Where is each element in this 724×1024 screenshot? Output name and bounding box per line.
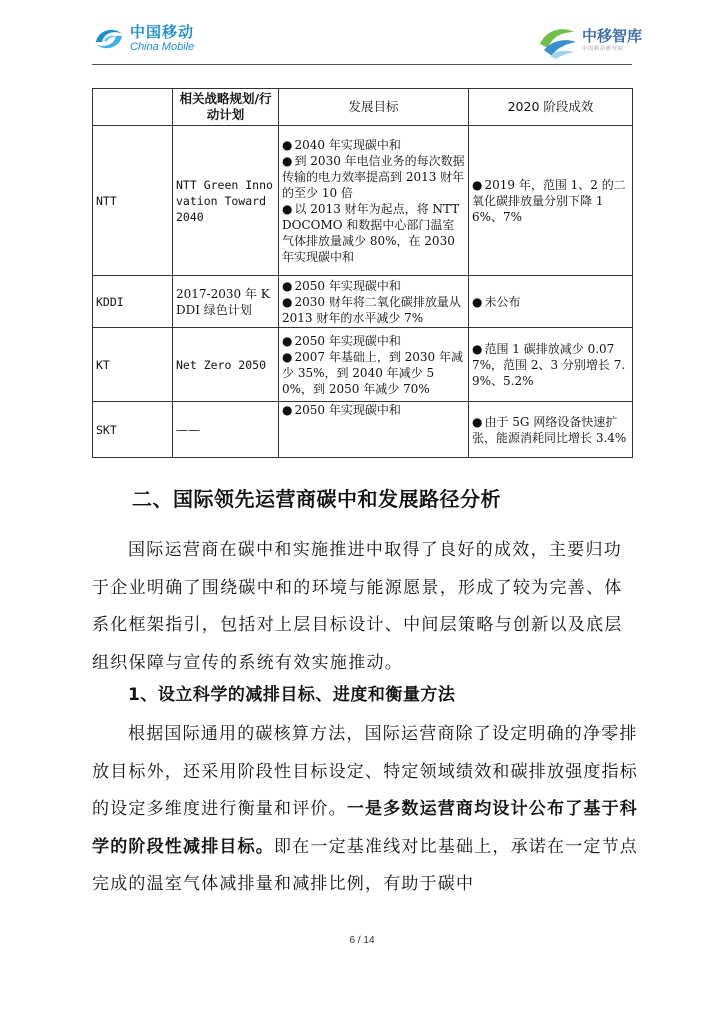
company-cell: NTT [93,126,173,276]
goal-item: ● 2030 财年将二氧化碳排放量从 2013 财年的水平减少 7% [282,294,465,326]
paragraph-text: 根据国际通用的碳核算方法，国际运营商除了设定明确的净零排放目标外，还采用阶段性目标设定、特定领域绩效和碳排放强度指标的设定多维度进行衡量和评价。 [92,724,638,819]
operator-targets-table [92,88,633,458]
goal-item: ● 2050 年实现碳中和 [282,278,465,294]
paragraph-text: 国际运营商在碳中和实施推进中取得了良好的成效，主要归功于企业明确了围绕碳中和的环境与能源愿景，形成了较为完善、体系化框架指引，包括对上层目标设计、中间层策略与创新以及底层组织保障与宣传的系统有效实施推动。 [92,540,623,673]
subsection-title: 1、设立科学的减排目标、进度和衡量方法 [128,685,456,705]
section-title: 二、国际领先运营商碳中和发展路径分析 [132,487,501,511]
goal-item: ● 到 2030 年电信业务的每次数据传输的电力效率提高到 2013 财年的至少 10 倍 [282,153,465,201]
header-cell-plan: 相关战略规划/行动计划 [173,89,279,126]
think-tank-emblem-icon [536,20,580,60]
page-header [0,0,724,72]
table-row [93,328,633,402]
goals-cell [279,276,469,328]
result-item: ● 未公布 [472,294,629,310]
results-cell [469,402,633,458]
body-paragraph-1 [92,532,640,682]
plan-cell: NTT Green Innovation Toward 2040 [173,126,279,276]
results-cell [469,328,633,402]
plan-cell: —— [173,402,279,458]
header-cell-company [93,89,173,126]
think-tank-logo-cn: 中移智库 [582,26,643,45]
goal-item: ● 2050 年实现碳中和 [282,333,465,349]
company-cell: KDDI [93,276,173,328]
plan-cell: Net Zero 2050 [173,328,279,402]
result-item: ● 由于 5G 网络设备快速扩张，能源消耗同比增长 3.4% [472,414,629,446]
goal-item: ● 2050 年实现碳中和 [282,402,465,418]
page-number: 6 / 14 [349,935,375,946]
table-row [93,276,633,328]
goals-cell [279,126,469,276]
goal-item: ● 2040 年实现碳中和 [282,137,465,153]
company-cell: SKT [93,402,173,458]
china-mobile-logo-en: China Mobile [130,41,195,53]
china-mobile-logo [92,22,194,56]
table-row [93,126,633,276]
result-item: ● 2019 年，范围 1、2 的二氧化碳排放量分别下降 16%、7% [472,177,629,225]
plan-cell: 2017-2030 年 KDDI 绿色计划 [173,276,279,328]
header-divider [92,64,632,65]
goals-cell [279,402,469,458]
china-mobile-emblem-icon [92,22,126,56]
header-cell-goals: 发展目标 [279,89,469,126]
china-mobile-logo-cn: 中国移动 [130,23,195,41]
results-cell [469,126,633,276]
body-paragraph-2 [92,716,640,904]
company-cell: KT [93,328,173,402]
goals-cell [279,328,469,402]
goal-item: ● 以 2013 财年为起点，将 NTT DOCOMO 和数据中心部门温室气体排放量减少 80%，在 2030 年实现碳中和 [282,201,465,265]
table-row [93,402,633,458]
paragraph-text: 即在一定基准线对比基础上，承诺在一定节点完成的温室气体减排量和减排比例，有助于碳中 [92,836,638,894]
think-tank-logo [536,20,642,60]
header-cell-results: 2020 阶段成效 [469,89,633,126]
table-header-row [93,89,633,126]
results-cell [469,276,633,328]
paragraph-bold-text: 一是多数运营商均设计公布了基于科学的阶段性减排目标。 [92,799,639,857]
think-tank-logo-sub: 中国移动研究院 [582,45,625,52]
goal-item: ● 2007 年基础上，到 2030 年减少 35%，到 2040 年减少 50%，到 2050 年减少 70% [282,349,465,397]
result-item: ● 范围 1 碳排放减少 0.077%，范围 2、3 分别增长 7.9%、5.2% [472,341,629,389]
